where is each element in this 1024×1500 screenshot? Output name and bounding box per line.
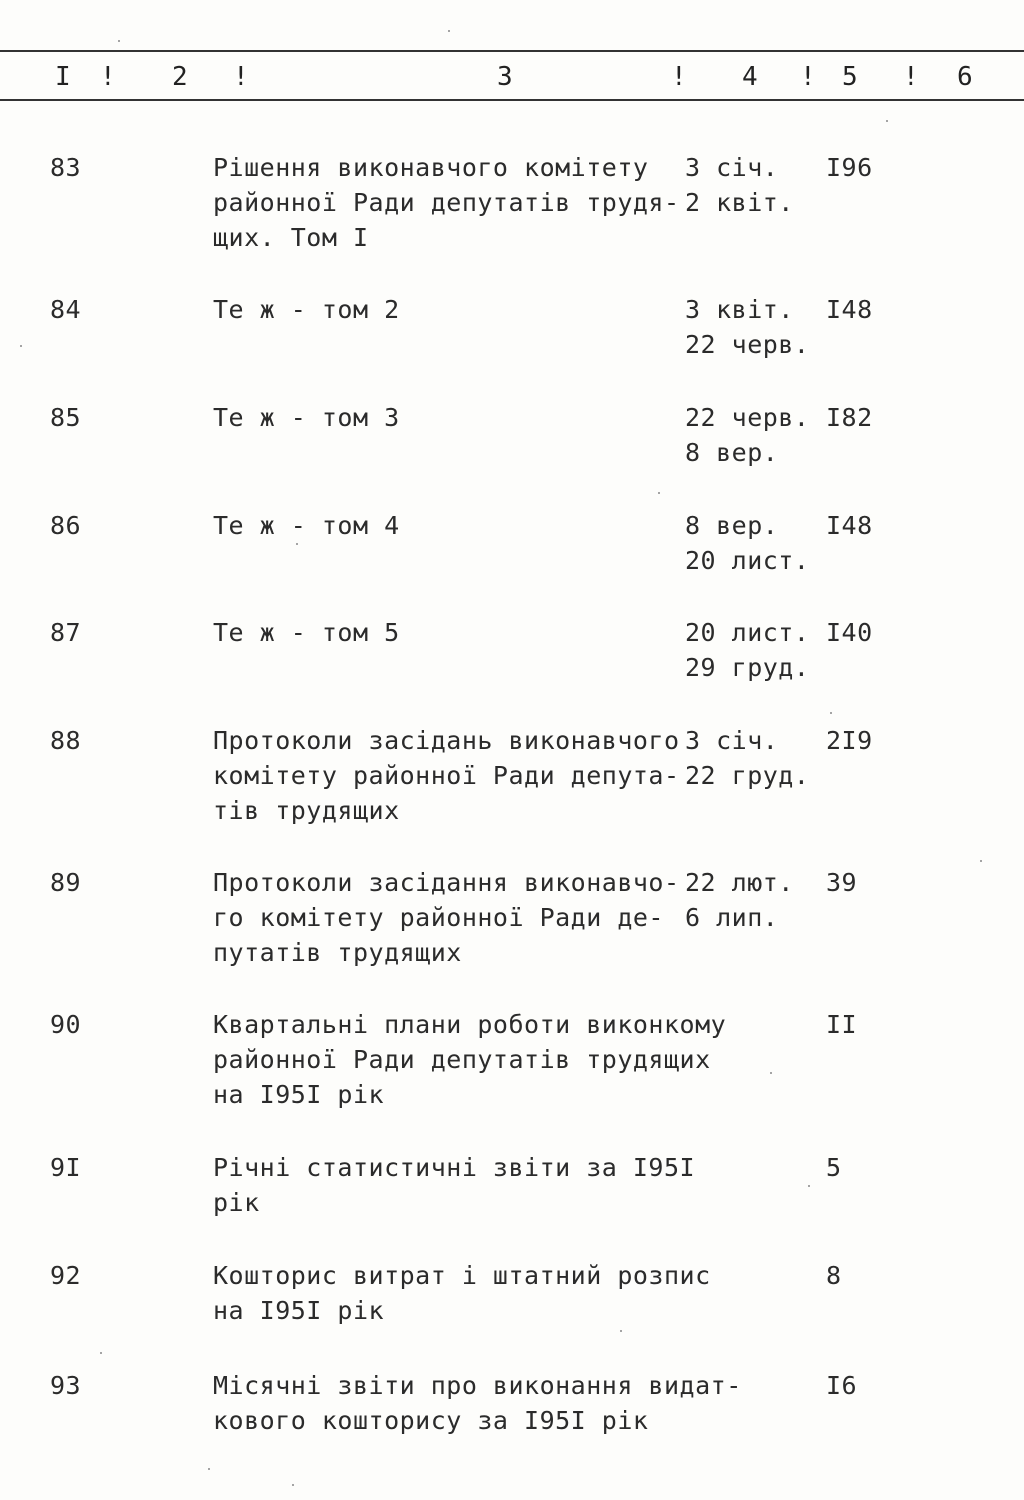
scan-speck (100, 1352, 102, 1354)
item-title: Те ж - том 4 (213, 511, 400, 540)
item-sheet-count: I48 (826, 295, 873, 324)
item-title: Річні статистичні звіти за I95I рік (213, 1153, 696, 1217)
item-title: Те ж - том 3 (213, 403, 400, 432)
item-number: 85 (50, 403, 82, 432)
item-sheet-count: 5 (826, 1153, 842, 1182)
column-header-3: 3 (497, 62, 513, 92)
column-separator: ! (903, 62, 919, 92)
scan-speck (770, 1072, 772, 1074)
item-sheet-count: I96 (826, 153, 873, 182)
item-sheet-count: 2I9 (826, 726, 873, 755)
item-number: 88 (50, 726, 82, 755)
scan-speck (658, 492, 660, 494)
item-sheet-count: II (826, 1010, 858, 1039)
item-dates: 22 черв. 8 вер. (685, 403, 810, 467)
item-number: 83 (50, 153, 82, 182)
item-number: 90 (50, 1010, 82, 1039)
scan-speck (292, 1484, 294, 1486)
item-number: 93 (50, 1371, 82, 1400)
item-number: 9I (50, 1153, 82, 1182)
scan-speck (118, 40, 120, 42)
item-sheet-count: 8 (826, 1261, 842, 1290)
item-number: 86 (50, 511, 82, 540)
scan-speck (448, 30, 450, 32)
column-header-5: 5 (842, 62, 858, 92)
scan-speck (20, 345, 22, 347)
item-title: Те ж - том 5 (213, 618, 400, 647)
item-sheet-count: I40 (826, 618, 873, 647)
header-top-rule (0, 50, 1024, 52)
item-dates: 20 лист. 29 груд. (685, 618, 810, 682)
item-sheet-count: I82 (826, 403, 873, 432)
header-bottom-rule (0, 99, 1024, 101)
column-separator: ! (233, 62, 249, 92)
item-number: 92 (50, 1261, 82, 1290)
item-sheet-count: 39 (826, 868, 858, 897)
column-header-2: 2 (172, 62, 188, 92)
item-title: Протоколи засідань виконавчого комітету районної Ради депута- тів трудящих (213, 726, 680, 825)
item-title: Протоколи засідання виконавчо- го комітету районної Ради де- путатів трудящих (213, 868, 680, 967)
scan-speck (620, 1330, 622, 1332)
scan-speck (808, 1185, 810, 1187)
item-sheet-count: I6 (826, 1371, 858, 1400)
item-dates: 3 січ. 22 груд. (685, 726, 810, 790)
column-header-1: I (55, 62, 71, 92)
scan-speck (830, 712, 832, 714)
item-title: Те ж - том 2 (213, 295, 400, 324)
item-sheet-count: I48 (826, 511, 873, 540)
item-title: Кошторис витрат і штатний розпис на I95I рік (213, 1261, 711, 1325)
column-separator: ! (671, 62, 687, 92)
item-dates: 8 вер. 20 лист. (685, 511, 810, 575)
item-dates: 3 квіт. 22 черв. (685, 295, 810, 359)
item-dates: 22 лют. 6 лип. (685, 868, 794, 932)
item-number: 89 (50, 868, 82, 897)
scan-speck (886, 120, 888, 122)
column-separator: ! (800, 62, 816, 92)
item-number: 84 (50, 295, 82, 324)
item-title: Квартальні плани роботи виконкому районної Ради депутатів трудящих на I95I рік (213, 1010, 727, 1109)
column-header-4: 4 (742, 62, 758, 92)
item-number: 87 (50, 618, 82, 647)
column-separator: ! (100, 62, 116, 92)
scan-speck (980, 860, 982, 862)
scan-speck (296, 543, 298, 545)
item-title: Рішення виконавчого комітету районної Ради депутатів трудя- щих. Том I (213, 153, 680, 252)
item-title: Місячні звіти про виконання видат- кового кошторису за I95I рік (213, 1371, 742, 1435)
column-header-6: 6 (957, 62, 973, 92)
item-dates: 3 січ. 2 квіт. (685, 153, 794, 217)
scan-speck (208, 1468, 210, 1470)
